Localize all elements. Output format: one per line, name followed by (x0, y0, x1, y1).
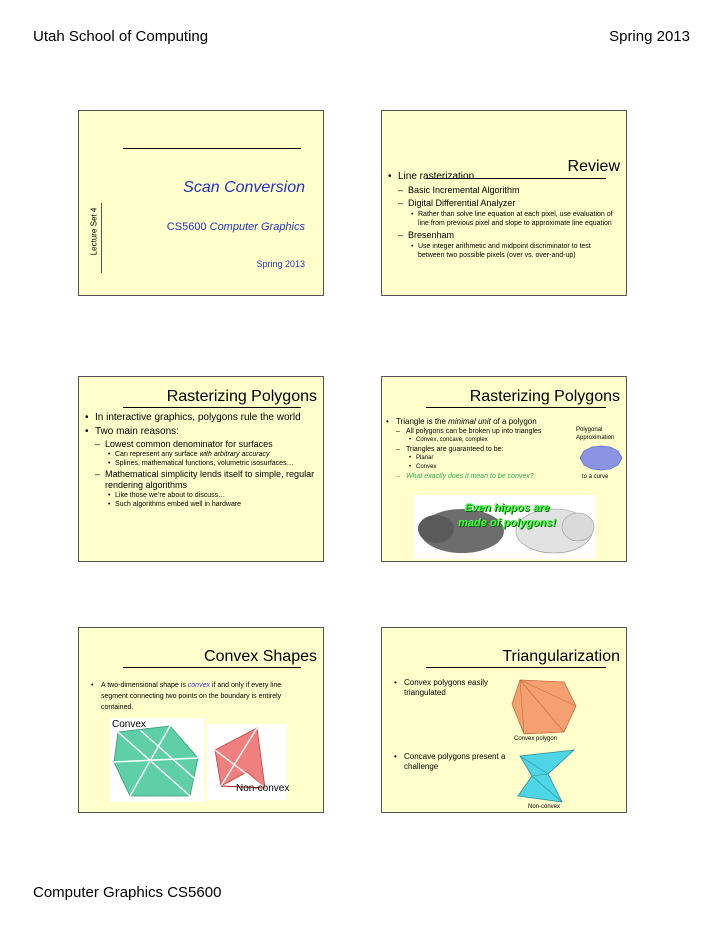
convex-polygon-label: Convex polygon (514, 736, 558, 742)
bullet-list-convex (392, 678, 512, 698)
list-item: • Concave polygons present a challenge (392, 752, 512, 772)
slide-term: Spring 2013 (256, 259, 305, 269)
list-item-emphasis: convex (187, 682, 210, 689)
list-item: • Splines, mathematical functions, volumetric isosurfaces… (83, 459, 315, 468)
list-item: • Rather than solve line equation at each pixel, use evaluation of line from previous pixel and slope to approximate line equation (386, 210, 616, 228)
list-item-text: if and only if every line segment connecting two points on the boundary is entirely contained. (101, 682, 282, 711)
list-item: – Mathematical simplicity lends itself to simple, regular rendering algorithms (83, 469, 315, 491)
list-item: • Like those we’re about to discuss… (83, 491, 315, 500)
course-code: CS5600 (166, 221, 207, 233)
bullet-list-concave (392, 752, 512, 772)
list-item: • Line rasterization (386, 171, 616, 183)
figure-label-bottom: to a curve (582, 474, 609, 480)
bullet-list (384, 417, 584, 481)
list-item: • In interactive graphics, polygons rule the world (83, 412, 315, 424)
hippo-image (414, 495, 596, 559)
list-item: – Lowest common denominator for surfaces (83, 439, 315, 450)
slide-rasterizing-polygons-1 (78, 376, 324, 562)
list-item-text: A two-dimensional shape is (101, 682, 188, 689)
list-item-text: Can represent any surface (115, 451, 200, 458)
title-rule (123, 148, 301, 149)
list-item-text: of a polygon (490, 417, 537, 426)
figure-label-top: Polygonal Approximation (576, 427, 615, 441)
slide-review (381, 110, 627, 296)
footer-course: Computer Graphics CS5600 (33, 884, 222, 901)
course-name: Computer Graphics (209, 221, 305, 233)
list-item: – Basic Incremental Algorithm (386, 185, 616, 196)
nonconvex-triangulation-figure (512, 748, 582, 808)
side-rule (101, 203, 102, 273)
title-rule (123, 407, 301, 408)
title-rule (123, 667, 301, 668)
list-item: • Convex, concave, complex (384, 436, 584, 445)
lecture-set-label: Lecture Set 4 (89, 207, 99, 256)
list-item: • Use integer arithmetic and midpoint discriminator to test between two possible pixels (over vs. over-and-up) (386, 242, 616, 260)
slide-title: Triangularization (502, 648, 620, 665)
nonconvex-polygon (518, 750, 574, 802)
convex-triangulation-figure (510, 678, 578, 736)
list-item (384, 417, 584, 427)
convex-label: Convex (112, 719, 146, 730)
slide-rasterizing-polygons-2 (381, 376, 627, 562)
slide-convex-shapes (78, 627, 324, 813)
slide-title: Rasterizing Polygons (469, 388, 620, 405)
bullet-list (386, 171, 616, 260)
polygon-approximation-figure (576, 443, 626, 473)
slide-title: Rasterizing Polygons (166, 388, 317, 405)
list-item-emphasis: minimal unit (448, 417, 491, 426)
convex-polygon (512, 680, 576, 734)
list-item: – Triangles are guaranteed to be: (384, 445, 584, 454)
list-item: • Two main reasons: (83, 426, 315, 438)
slide-title: Scan Conversion (183, 179, 305, 196)
header-school: Utah School of Computing (33, 28, 209, 45)
hippo-caption: Even hippos are made of polygons! (458, 502, 556, 529)
slide-triangularization (381, 627, 627, 813)
title-rule (426, 407, 606, 408)
list-item: – Digital Differential Analyzer (386, 198, 616, 209)
course-label (167, 221, 305, 233)
bullet-list (83, 412, 315, 509)
title-rule (426, 667, 606, 668)
list-item: • Convex polygons easily triangulated (392, 678, 512, 698)
list-item: • Convex (384, 463, 584, 472)
approximation-polygon (580, 446, 622, 470)
convex-shape-figure (110, 718, 204, 802)
list-item: – What exactly does it mean to be convex? (384, 472, 584, 481)
list-item: – All polygons can be broken up into triangles (384, 427, 584, 436)
list-item: • Such algorithms embed well in hardware (83, 500, 315, 509)
list-item (83, 450, 315, 459)
nonconvex-label: Non-convex (236, 783, 290, 794)
list-item-text: Triangle is the (396, 417, 449, 426)
hippo-photo-head (418, 515, 454, 543)
header-term: Spring 2013 (609, 28, 690, 45)
list-item (89, 680, 289, 713)
list-item: • Planar (384, 454, 584, 463)
slide-title-scan-conversion (78, 110, 324, 296)
list-item-emphasis: with arbitrary accuracy (199, 451, 270, 458)
slide-title: Review (567, 158, 620, 175)
hippo-mesh-head (562, 513, 594, 541)
list-item: – Bresenham (386, 230, 616, 241)
slide-title: Convex Shapes (204, 648, 317, 665)
nonconvex-polygon-label: Non-convex (528, 804, 561, 810)
bullet-list (89, 680, 289, 713)
